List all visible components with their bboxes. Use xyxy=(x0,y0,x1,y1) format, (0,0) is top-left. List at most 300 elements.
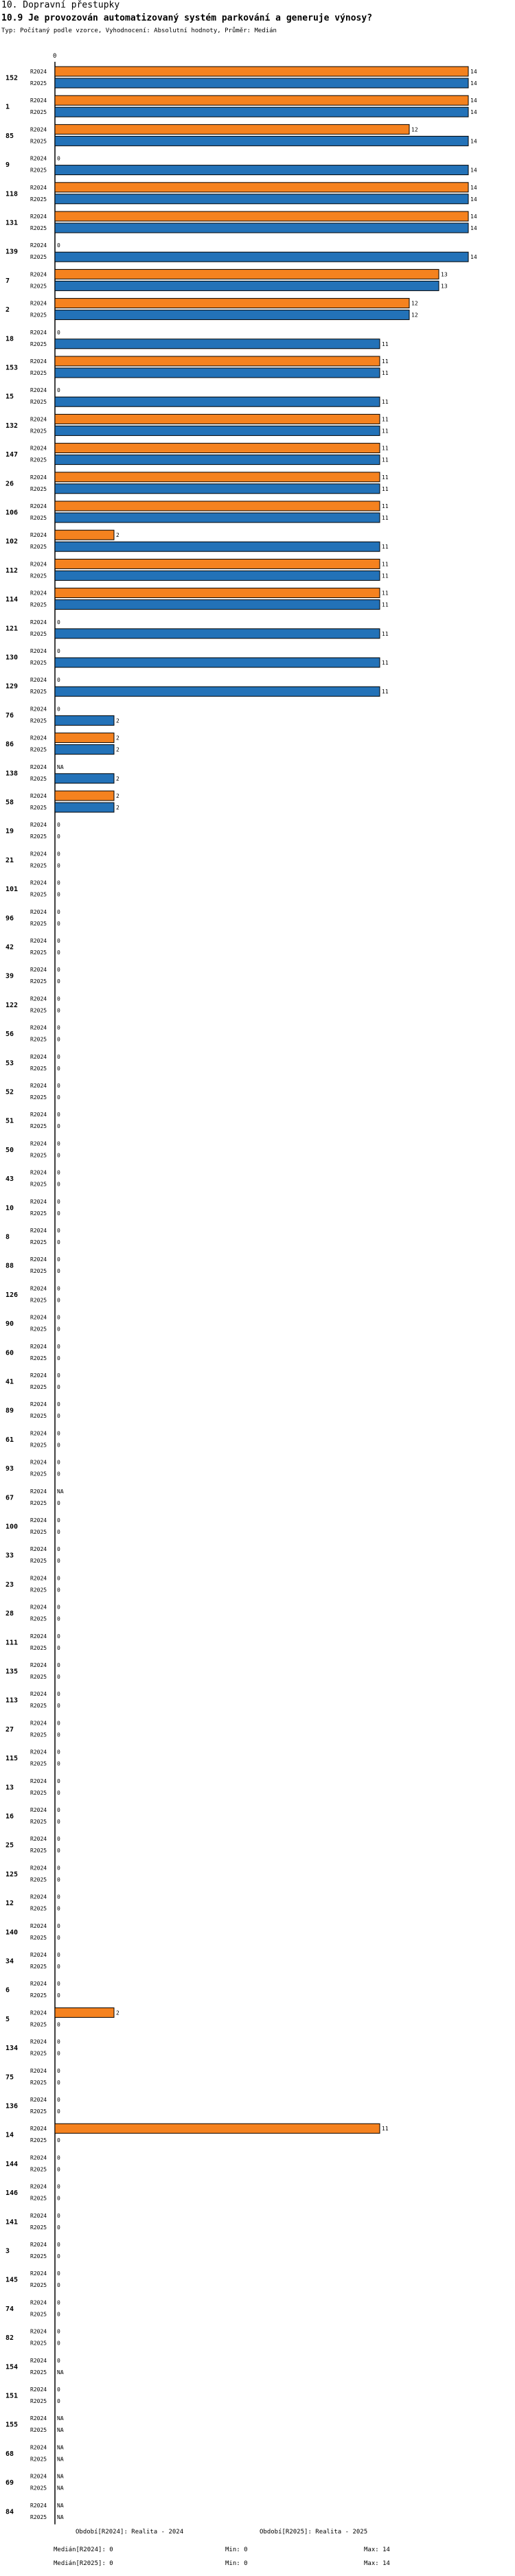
data-label: 0 xyxy=(57,2224,60,2231)
data-label: 0 xyxy=(57,879,60,886)
series-label-r2024: R2024 xyxy=(30,416,47,423)
series-label-r2024: R2024 xyxy=(30,648,47,654)
category-label: 140 xyxy=(5,1929,19,1937)
data-label: 14 xyxy=(470,254,477,261)
category-label: 130 xyxy=(5,654,19,662)
series-label-r2025: R2025 xyxy=(30,196,47,203)
category-label: 7 xyxy=(5,277,10,285)
series-label-r2025: R2025 xyxy=(30,515,47,521)
series-label-r2025: R2025 xyxy=(30,341,47,347)
data-label: 14 xyxy=(470,97,477,104)
series-label-r2024: R2024 xyxy=(30,879,47,886)
category-label: 146 xyxy=(5,2189,19,2198)
data-label: 0 xyxy=(57,648,60,654)
series-label-r2025: R2025 xyxy=(30,2485,47,2492)
series-label-r2024: R2024 xyxy=(30,1228,47,1234)
category-label: 145 xyxy=(5,2276,19,2284)
series-label-r2024: R2024 xyxy=(30,1083,47,1089)
category-label: 23 xyxy=(5,1580,14,1589)
series-label-r2025: R2025 xyxy=(30,862,47,869)
data-label: 0 xyxy=(57,1007,60,1014)
series-label-r2024: R2024 xyxy=(30,2038,47,2045)
category-label: 39 xyxy=(5,972,14,980)
series-label-r2025: R2025 xyxy=(30,2514,47,2520)
series-label-r2024: R2024 xyxy=(30,1285,47,1292)
data-label: 0 xyxy=(57,1691,60,1698)
category-label: 139 xyxy=(5,248,19,256)
category-label: 56 xyxy=(5,1031,14,1039)
bar-r2025 xyxy=(55,136,468,146)
data-label: 0 xyxy=(57,2212,60,2219)
bar-r2025 xyxy=(55,658,380,667)
category-label: 136 xyxy=(5,2102,19,2111)
category-label: 134 xyxy=(5,2045,19,2053)
series-label-r2025: R2025 xyxy=(30,2166,47,2173)
data-label: 0 xyxy=(57,1789,60,1796)
data-label: 0 xyxy=(57,1819,60,1825)
series-label-r2025: R2025 xyxy=(30,2253,47,2259)
series-label-r2025: R2025 xyxy=(30,485,47,492)
series-label-r2024: R2024 xyxy=(30,1922,47,1929)
data-label: 11 xyxy=(382,601,389,608)
series-label-r2024: R2024 xyxy=(30,1198,47,1205)
data-label: 0 xyxy=(57,1210,60,1217)
category-label: 135 xyxy=(5,1668,19,1676)
max-2024: Max: 14 xyxy=(364,2546,390,2553)
bar-r2024 xyxy=(55,183,468,192)
bar-r2024 xyxy=(55,211,468,221)
series-label-r2025: R2025 xyxy=(30,1703,47,1710)
data-label: 0 xyxy=(57,1459,60,1466)
data-label: 11 xyxy=(382,445,389,452)
data-label: 0 xyxy=(57,1604,60,1611)
series-label-r2024: R2024 xyxy=(30,938,47,944)
data-label: 0 xyxy=(57,967,60,974)
section-title: 10. Dopravní přestupky xyxy=(1,0,120,10)
series-label-r2024: R2024 xyxy=(30,1720,47,1727)
bar-r2025 xyxy=(55,281,439,290)
series-label-r2024: R2024 xyxy=(30,2328,47,2335)
series-label-r2024: R2024 xyxy=(30,329,47,336)
series-label-r2024: R2024 xyxy=(30,126,47,133)
data-label: 11 xyxy=(382,399,389,406)
bar-r2024 xyxy=(55,559,380,568)
data-label: 0 xyxy=(57,1471,60,1477)
series-label-r2024: R2024 xyxy=(30,1401,47,1408)
data-label: 0 xyxy=(57,1285,60,1292)
series-label-r2024: R2024 xyxy=(30,2415,47,2422)
data-label: 0 xyxy=(57,1140,60,1147)
data-label: 0 xyxy=(57,1778,60,1784)
data-label: 0 xyxy=(57,1239,60,1245)
data-label: 2 xyxy=(116,717,119,724)
data-label: 0 xyxy=(57,2253,60,2259)
data-label: 12 xyxy=(411,312,418,319)
data-label: 0 xyxy=(57,1894,60,1900)
series-label-r2024: R2024 xyxy=(30,1807,47,1813)
series-label-r2024: R2024 xyxy=(30,793,47,799)
series-label-r2024: R2024 xyxy=(30,358,47,365)
na-label: NA xyxy=(57,2485,64,2492)
series-label-r2025: R2025 xyxy=(30,370,47,376)
series-label-r2024: R2024 xyxy=(30,69,47,75)
data-label: 14 xyxy=(470,196,477,203)
series-label-r2025: R2025 xyxy=(30,1529,47,1535)
data-label: 0 xyxy=(57,1228,60,1234)
series-label-r2025: R2025 xyxy=(30,717,47,724)
data-label: 0 xyxy=(57,2137,60,2144)
series-label-r2025: R2025 xyxy=(30,2108,47,2115)
series-label-r2024: R2024 xyxy=(30,735,47,741)
data-label: 0 xyxy=(57,1169,60,1176)
category-label: 60 xyxy=(5,1349,14,1357)
data-label: 0 xyxy=(57,1558,60,1565)
data-label: 0 xyxy=(57,1083,60,1089)
series-label-r2025: R2025 xyxy=(30,312,47,319)
bar-r2025 xyxy=(55,629,380,639)
na-label: NA xyxy=(57,763,64,770)
bar-r2024 xyxy=(55,124,409,134)
data-label: 0 xyxy=(57,1934,60,1941)
data-label: 0 xyxy=(57,2311,60,2318)
series-label-r2025: R2025 xyxy=(30,2456,47,2463)
series-label-r2024: R2024 xyxy=(30,184,47,191)
data-label: 0 xyxy=(57,950,60,956)
category-label: 125 xyxy=(5,1870,19,1878)
data-label: 11 xyxy=(382,2126,389,2132)
category-label: 33 xyxy=(5,1552,14,1560)
series-label-r2025: R2025 xyxy=(30,1065,47,1072)
series-label-r2024: R2024 xyxy=(30,1256,47,1263)
series-label-r2025: R2025 xyxy=(30,805,47,811)
series-label-r2025: R2025 xyxy=(30,630,47,637)
category-label: 18 xyxy=(5,335,14,343)
data-label: 0 xyxy=(57,1615,60,1622)
series-label-r2025: R2025 xyxy=(30,689,47,695)
category-label: 51 xyxy=(5,1117,14,1125)
series-label-r2024: R2024 xyxy=(30,2242,47,2248)
series-label-r2025: R2025 xyxy=(30,660,47,666)
series-label-r2025: R2025 xyxy=(30,1992,47,1999)
data-label: 0 xyxy=(57,1674,60,1680)
category-label: 155 xyxy=(5,2421,19,2429)
bar-r2024 xyxy=(55,2008,114,2017)
series-label-r2025: R2025 xyxy=(30,1644,47,1651)
series-label-r2025: R2025 xyxy=(30,2427,47,2434)
category-label: 82 xyxy=(5,2334,14,2343)
bar-r2025 xyxy=(55,745,114,755)
bar-r2025 xyxy=(55,803,114,812)
na-label: NA xyxy=(57,2369,64,2376)
bar-r2024 xyxy=(55,588,380,598)
data-label: 0 xyxy=(57,1517,60,1523)
series-label-r2024: R2024 xyxy=(30,1140,47,1147)
category-label: 112 xyxy=(5,566,19,575)
data-label: 0 xyxy=(57,1732,60,1738)
category-label: 76 xyxy=(5,711,14,720)
category-label: 69 xyxy=(5,2479,14,2487)
series-label-r2024: R2024 xyxy=(30,1053,47,1060)
data-label: 14 xyxy=(470,184,477,191)
bar-r2025 xyxy=(55,107,468,117)
data-label: 0 xyxy=(57,1749,60,1756)
data-label: 0 xyxy=(57,1952,60,1958)
median-2024: Medián[R2024]: 0 xyxy=(54,2546,113,2553)
series-label-r2025: R2025 xyxy=(30,920,47,927)
bar-r2024 xyxy=(55,299,409,308)
series-label-r2025: R2025 xyxy=(30,1094,47,1101)
data-label: 0 xyxy=(57,1401,60,1408)
series-label-r2024: R2024 xyxy=(30,2502,47,2509)
data-label: 0 xyxy=(57,1703,60,1710)
series-label-r2025: R2025 xyxy=(30,1848,47,1854)
series-label-r2025: R2025 xyxy=(30,167,47,174)
bar-r2025 xyxy=(55,571,380,580)
data-label: 0 xyxy=(57,1720,60,1727)
category-label: 68 xyxy=(5,2450,14,2458)
series-label-r2024: R2024 xyxy=(30,996,47,1002)
data-label: 0 xyxy=(57,1343,60,1350)
series-label-r2024: R2024 xyxy=(30,1865,47,1872)
data-label: 11 xyxy=(382,630,389,637)
category-label: 16 xyxy=(5,1813,14,1821)
data-label: 0 xyxy=(57,619,60,625)
data-label: 0 xyxy=(57,2079,60,2086)
data-label: 11 xyxy=(382,341,389,347)
series-label-r2025: R2025 xyxy=(30,1123,47,1130)
category-label: 15 xyxy=(5,393,14,401)
data-label: 0 xyxy=(57,891,60,898)
data-label: 2 xyxy=(116,532,119,539)
bar-r2024 xyxy=(55,444,380,453)
category-label: 75 xyxy=(5,2073,14,2082)
data-label: 0 xyxy=(57,1442,60,1449)
data-label: 0 xyxy=(57,2340,60,2347)
na-label: NA xyxy=(57,2427,64,2434)
category-label: 41 xyxy=(5,1378,14,1386)
bar-r2024 xyxy=(55,791,114,801)
category-label: 9 xyxy=(5,161,10,170)
category-label: 25 xyxy=(5,1841,14,1850)
data-label: 0 xyxy=(57,908,60,915)
question-title: 10.9 Je provozován automatizovaný systém parkování a generuje výnosy? xyxy=(1,13,373,23)
series-label-r2024: R2024 xyxy=(30,619,47,625)
data-label: 11 xyxy=(382,358,389,365)
series-label-r2025: R2025 xyxy=(30,2224,47,2231)
data-label: 13 xyxy=(441,283,448,290)
series-label-r2024: R2024 xyxy=(30,1112,47,1118)
category-label: 53 xyxy=(5,1059,14,1068)
data-label: 0 xyxy=(57,2270,60,2277)
series-label-r2025: R2025 xyxy=(30,1964,47,1970)
bar-r2025 xyxy=(55,774,114,783)
data-label: 0 xyxy=(57,1633,60,1640)
max-2025: Max: 14 xyxy=(364,2560,390,2567)
category-label: 1 xyxy=(5,103,10,111)
median-2025: Medián[R2025]: 0 xyxy=(54,2560,113,2567)
bar-r2025 xyxy=(55,368,380,378)
data-label: 0 xyxy=(57,833,60,840)
data-label: 0 xyxy=(57,2021,60,2028)
category-label: 141 xyxy=(5,2218,19,2227)
category-label: 27 xyxy=(5,1725,14,1734)
series-label-r2025: R2025 xyxy=(30,1326,47,1333)
series-label-r2024: R2024 xyxy=(30,2299,47,2306)
series-label-r2024: R2024 xyxy=(30,908,47,915)
series-label-r2025: R2025 xyxy=(30,2340,47,2347)
series-label-r2025: R2025 xyxy=(30,80,47,87)
series-label-r2025: R2025 xyxy=(30,1152,47,1159)
series-label-r2025: R2025 xyxy=(30,1239,47,1245)
data-label: 0 xyxy=(57,1065,60,1072)
data-label: 0 xyxy=(57,2398,60,2404)
series-label-r2025: R2025 xyxy=(30,283,47,290)
series-label-r2024: R2024 xyxy=(30,1314,47,1321)
data-label: 12 xyxy=(411,300,418,307)
data-label: 14 xyxy=(470,214,477,220)
data-label: 0 xyxy=(57,1760,60,1767)
data-label: 0 xyxy=(57,1384,60,1390)
series-label-r2024: R2024 xyxy=(30,1981,47,1988)
series-label-r2025: R2025 xyxy=(30,138,47,145)
data-label: 0 xyxy=(57,1546,60,1553)
series-label-r2024: R2024 xyxy=(30,2357,47,2364)
series-label-r2025: R2025 xyxy=(30,1789,47,1796)
bar-r2024 xyxy=(55,269,439,279)
category-label: 114 xyxy=(5,596,19,604)
series-label-r2024: R2024 xyxy=(30,1633,47,1640)
category-label: 6 xyxy=(5,1986,10,1994)
data-label: 0 xyxy=(57,2067,60,2074)
category-label: 144 xyxy=(5,2160,19,2168)
data-label: 0 xyxy=(57,1807,60,1813)
data-label: 0 xyxy=(57,2050,60,2057)
bar-r2025 xyxy=(55,484,380,494)
series-label-r2025: R2025 xyxy=(30,573,47,579)
series-label-r2025: R2025 xyxy=(30,833,47,840)
series-label-r2025: R2025 xyxy=(30,2050,47,2057)
na-label: NA xyxy=(57,1488,64,1495)
data-label: 0 xyxy=(57,938,60,944)
data-label: 0 xyxy=(57,862,60,869)
data-label: 0 xyxy=(57,1372,60,1379)
series-label-r2025: R2025 xyxy=(30,1615,47,1622)
data-label: 0 xyxy=(57,1575,60,1582)
series-label-r2024: R2024 xyxy=(30,2067,47,2074)
category-label: 153 xyxy=(5,364,19,372)
series-label-r2025: R2025 xyxy=(30,1674,47,1680)
category-label: 111 xyxy=(5,1639,19,1647)
bar-r2024 xyxy=(55,733,114,743)
legend-period-2024: Období[R2024]: Realita - 2024 xyxy=(76,2529,184,2535)
series-label-r2024: R2024 xyxy=(30,1430,47,1437)
data-label: 0 xyxy=(57,822,60,829)
category-label: 28 xyxy=(5,1610,14,1618)
series-label-r2025: R2025 xyxy=(30,1934,47,1941)
category-label: 34 xyxy=(5,1957,14,1966)
series-label-r2025: R2025 xyxy=(30,1036,47,1043)
data-label: 0 xyxy=(57,2038,60,2045)
min-2024: Min: 0 xyxy=(225,2546,248,2553)
data-label: 0 xyxy=(57,978,60,985)
bar-r2025 xyxy=(55,339,380,349)
category-label: 26 xyxy=(5,480,14,488)
data-label: 11 xyxy=(382,689,389,695)
series-label-r2025: R2025 xyxy=(30,775,47,782)
category-label: 21 xyxy=(5,856,14,864)
data-label: 0 xyxy=(57,1036,60,1043)
category-label: 90 xyxy=(5,1320,14,1329)
series-label-r2025: R2025 xyxy=(30,544,47,551)
series-label-r2024: R2024 xyxy=(30,214,47,220)
series-label-r2025: R2025 xyxy=(30,254,47,261)
series-label-r2024: R2024 xyxy=(30,561,47,568)
data-label: 14 xyxy=(470,225,477,231)
bar-r2025 xyxy=(55,165,468,175)
series-label-r2024: R2024 xyxy=(30,590,47,597)
data-label: 2 xyxy=(116,746,119,753)
data-label: 0 xyxy=(57,1112,60,1118)
series-label-r2024: R2024 xyxy=(30,1546,47,1553)
series-label-r2025: R2025 xyxy=(30,1471,47,1477)
category-label: 14 xyxy=(5,2131,14,2139)
category-label: 101 xyxy=(5,886,19,894)
series-label-r2025: R2025 xyxy=(30,1007,47,1014)
series-label-r2024: R2024 xyxy=(30,2097,47,2103)
series-label-r2025: R2025 xyxy=(30,225,47,231)
data-label: 0 xyxy=(57,1662,60,1668)
series-label-r2024: R2024 xyxy=(30,445,47,452)
series-label-r2024: R2024 xyxy=(30,851,47,858)
data-label: 0 xyxy=(57,1326,60,1333)
series-label-r2024: R2024 xyxy=(30,706,47,713)
series-label-r2025: R2025 xyxy=(30,399,47,406)
data-label: 0 xyxy=(57,1922,60,1929)
category-label: 13 xyxy=(5,1784,14,1792)
data-label: 0 xyxy=(57,1644,60,1651)
series-label-r2024: R2024 xyxy=(30,300,47,307)
series-label-r2025: R2025 xyxy=(30,746,47,753)
series-label-r2025: R2025 xyxy=(30,2311,47,2318)
bar-r2025 xyxy=(55,513,380,522)
data-label: 0 xyxy=(57,1876,60,1883)
category-label: 88 xyxy=(5,1262,14,1270)
data-label: 0 xyxy=(57,1152,60,1159)
series-label-r2024: R2024 xyxy=(30,271,47,278)
data-label: 14 xyxy=(470,69,477,75)
bar-r2025 xyxy=(55,542,380,551)
series-label-r2025: R2025 xyxy=(30,978,47,985)
series-label-r2024: R2024 xyxy=(30,1894,47,1900)
data-label: 11 xyxy=(382,370,389,376)
series-label-r2025: R2025 xyxy=(30,1732,47,1738)
series-label-r2025: R2025 xyxy=(30,891,47,898)
bar-r2025 xyxy=(55,252,468,262)
series-label-r2024: R2024 xyxy=(30,1169,47,1176)
category-label: 12 xyxy=(5,1900,14,1908)
data-label: 0 xyxy=(57,920,60,927)
data-label: 2 xyxy=(116,793,119,799)
series-label-r2025: R2025 xyxy=(30,428,47,435)
series-label-r2025: R2025 xyxy=(30,2195,47,2202)
series-label-r2025: R2025 xyxy=(30,1413,47,1420)
data-label: 0 xyxy=(57,1848,60,1854)
data-label: 0 xyxy=(57,2387,60,2393)
data-label: 0 xyxy=(57,155,60,162)
category-label: 106 xyxy=(5,509,19,517)
bar-r2025 xyxy=(55,194,468,204)
data-label: 14 xyxy=(470,109,477,116)
